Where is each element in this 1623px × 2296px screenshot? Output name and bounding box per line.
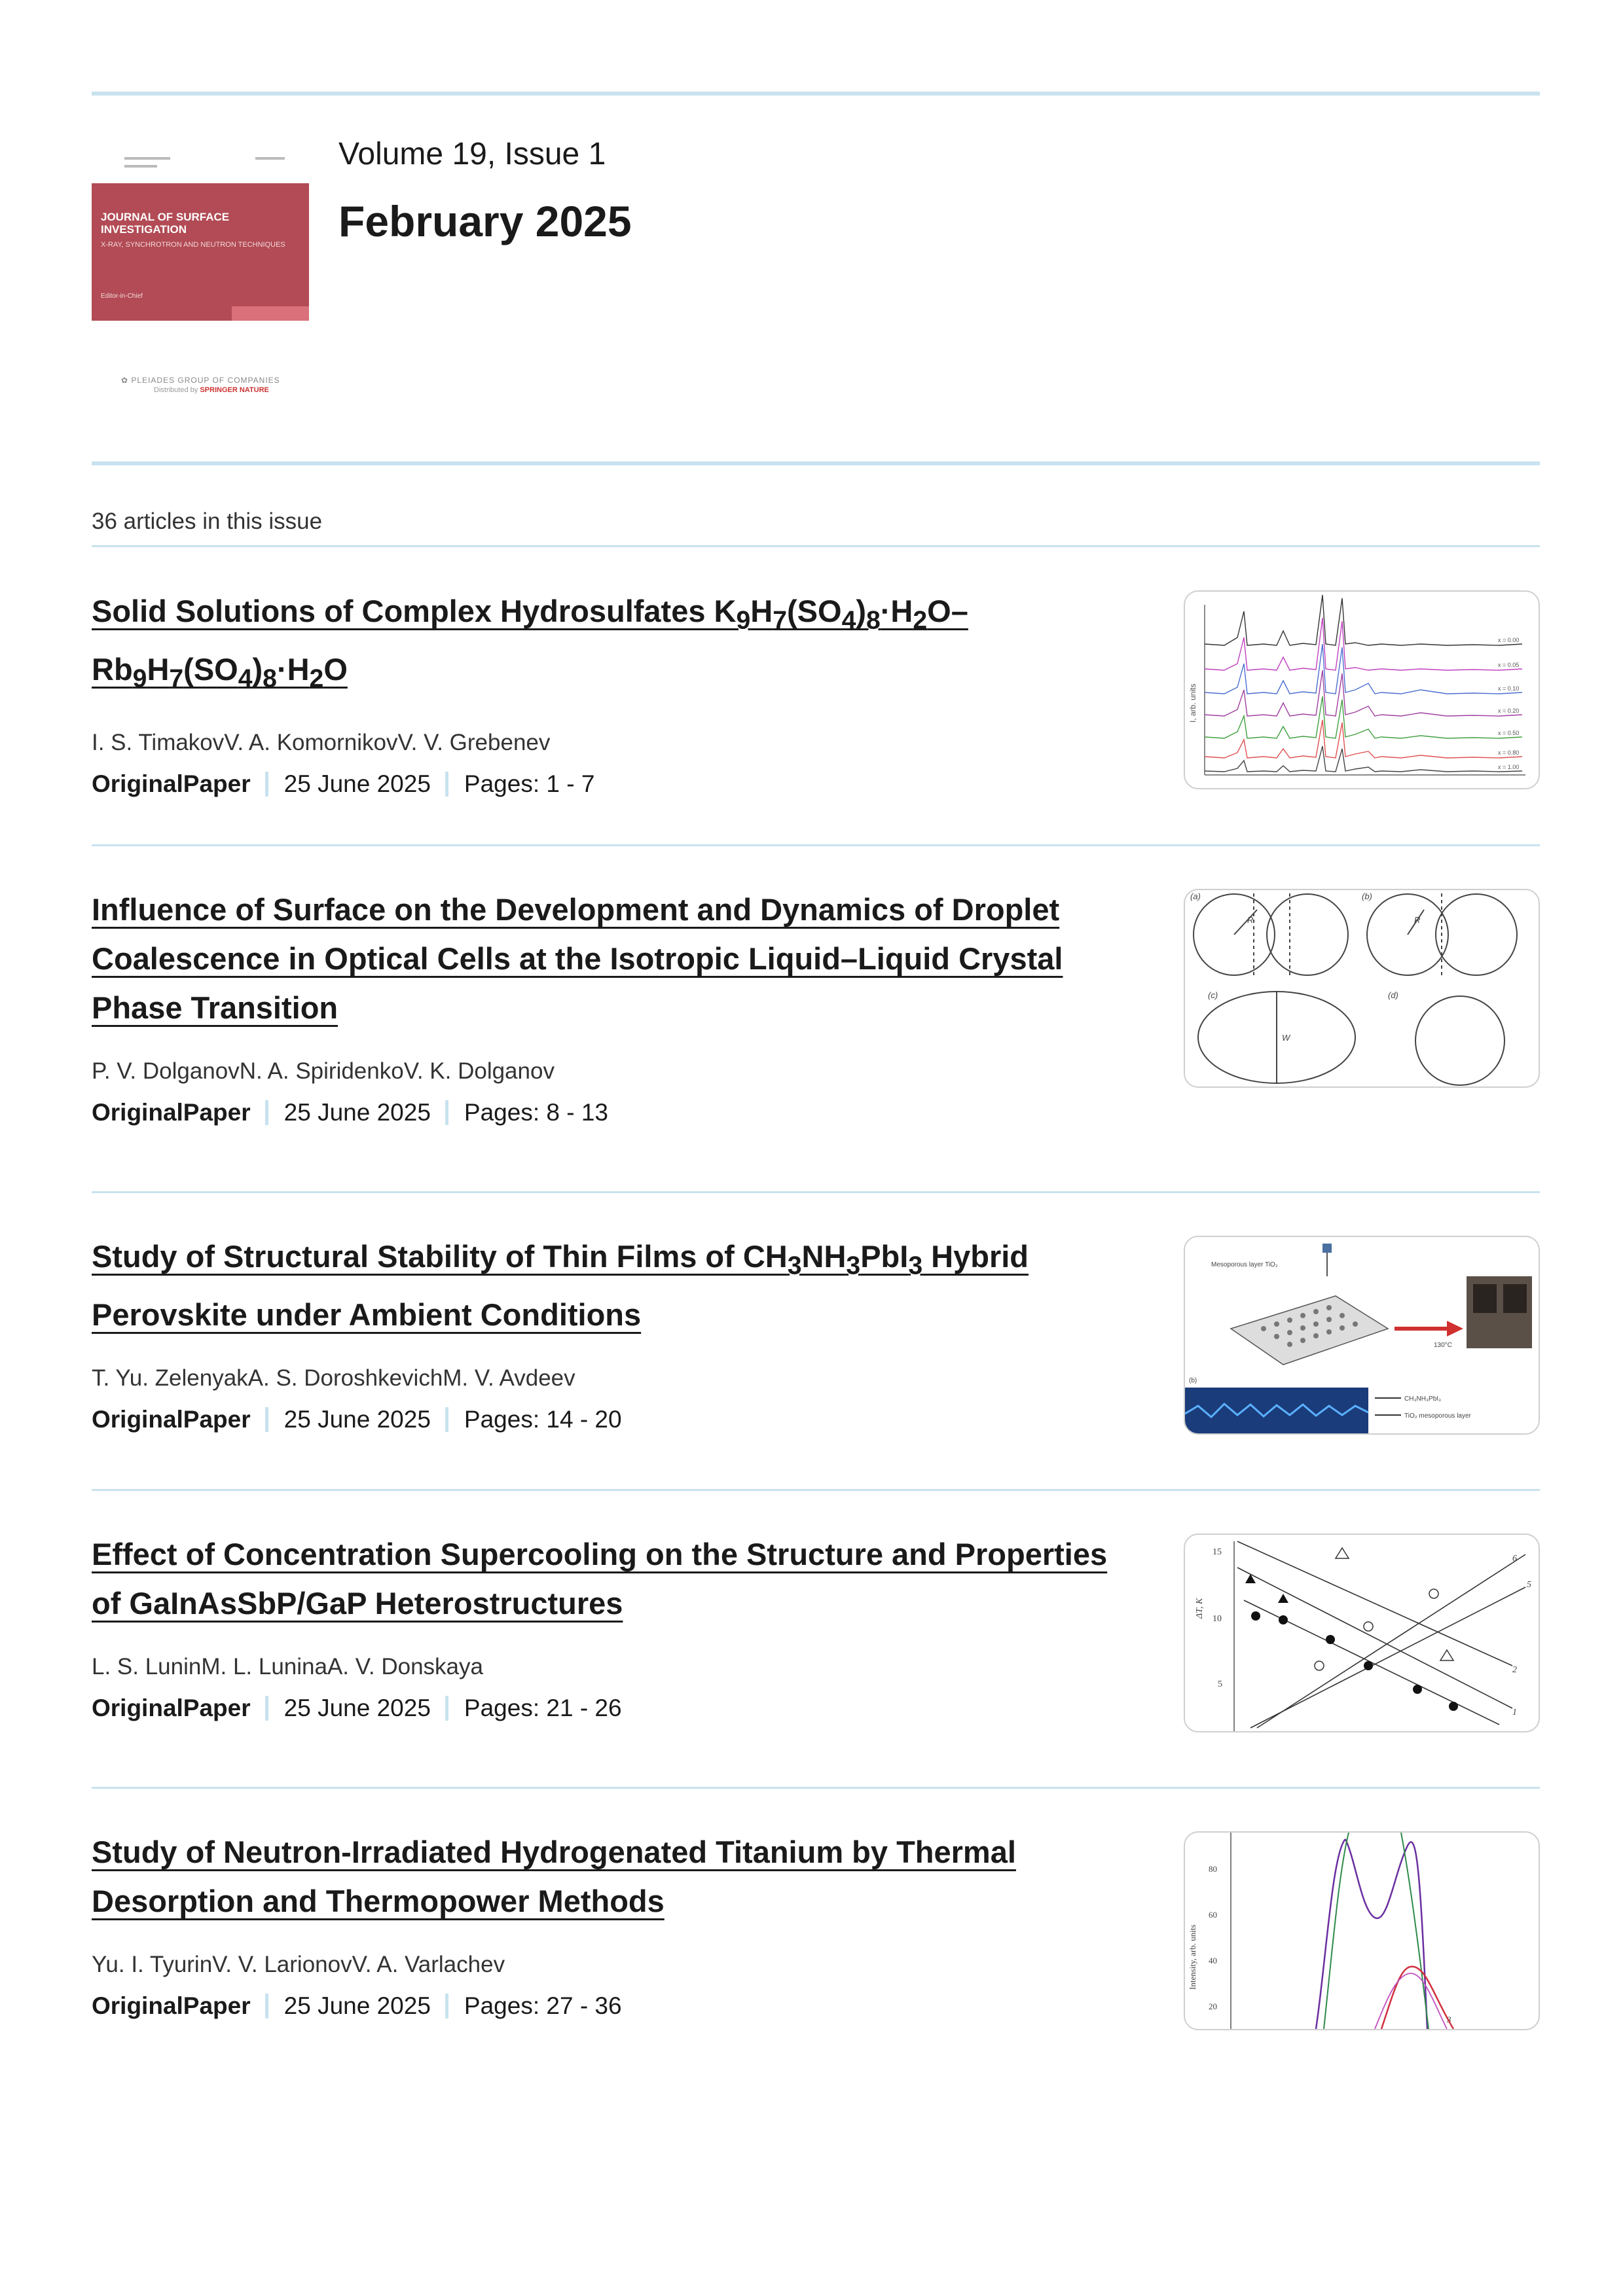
radius-label: R [1247,915,1254,925]
distributor-name: SPRINGER NATURE [200,386,269,394]
y-tick: 5 [1218,1679,1222,1689]
meta-separator [265,1994,268,2018]
curve-label: 6 [1512,1554,1517,1564]
publisher-name: PLEIADES GROUP OF COMPANIES [131,376,280,385]
meta-separator [445,1994,448,2018]
publisher-logo [121,376,291,402]
article-date: 25 June 2025 [283,1992,431,2019]
curve-label: x = 0.20 [1498,708,1520,714]
article-date: 25 June 2025 [283,1406,431,1433]
curve-label: 3 [1447,2015,1451,2024]
y-tick: 20 [1209,2001,1217,2011]
meta-separator [445,1100,448,1125]
article-pages: Pages: 1 - 7 [464,770,595,797]
curve-label: x = 0.05 [1498,662,1520,668]
article-authors: Yu. I. TyurinV. V. LarionovV. A. Varlachev [92,1952,505,1977]
article-title-link[interactable]: Solid Solutions of Complex Hydrosulfates $K_9H_7(SO_4)_8\cdot H_2O-Rb_9H_7(SO_4)_8\cdot H_2O$ [92,594,968,693]
layer-label: CH₃NH₃PbI₃ [1404,1395,1442,1403]
meta-separator [445,1407,448,1432]
issue-volume: Volume 19, Issue 1 [338,137,606,171]
distributor-prefix: Distributed by [154,386,198,394]
article-pages: Pages: 14 - 20 [464,1406,622,1433]
curve-label: x = 0.50 [1498,730,1520,736]
article-type: OriginalPaper [92,770,251,797]
curve-label: x = 1.00 [1498,764,1520,770]
count-rule [92,545,1540,547]
curve-label: x = 0.10 [1498,685,1520,692]
article-authors: I. S. TimakovV. A. KomornikovV. V. Grebenev [92,729,551,755]
publisher-mark-icon: ✿ [121,376,132,385]
cover-top-strip [92,143,309,183]
panel-label: (c) [1208,990,1218,1000]
supercooling-line-plot-icon [1185,1535,1539,1731]
temperature-label: 130°C [1434,1342,1452,1349]
meta-separator [265,1696,268,1721]
issue-date: February 2025 [338,197,632,245]
panel-label: (b) [1189,1377,1197,1384]
meta-separator [265,1100,268,1125]
article-thumbnail[interactable] [1184,590,1540,789]
article-date: 25 June 2025 [283,1695,431,1721]
y-tick: 40 [1209,1956,1217,1965]
y-tick: 60 [1209,1910,1217,1920]
article-date: 25 June 2025 [283,770,431,797]
article-divider [92,1191,1540,1193]
article-pages: Pages: 21 - 26 [464,1695,622,1721]
article-title-link[interactable]: Effect of Concentration Supercooling on the Structure and Properties of GaInAsSbP/GaP Heterostructures [92,1537,1108,1621]
article-divider [92,1787,1540,1789]
article-type: OriginalPaper [92,1695,251,1721]
article-title-link[interactable]: Influence of Surface on the Development and Dynamics of Droplet Coalescence in Optical Cells at the Isotropic Liquid–Liquid Crystal Phase Transition [92,892,1063,1025]
thermal-desorption-spectrum-icon [1185,1833,1539,2029]
article-authors: L. S. LuninM. L. LuninaA. V. Donskaya [92,1654,483,1679]
cover-title: JOURNAL OF SURFACE INVESTIGATION [101,211,230,236]
y-tick: 10 [1213,1614,1222,1624]
droplet-coalescence-diagram-icon [1185,890,1539,1086]
article-thumbnail[interactable] [1184,1831,1540,2030]
article-count: 36 articles in this issue [92,509,323,534]
article-type: OriginalPaper [92,1099,251,1126]
cover-subtitle: X-RAY, SYNCHROTRON AND NEUTRON TECHNIQUES [101,241,285,249]
header-bottom-rule [92,461,1540,465]
article-type: OriginalPaper [92,1992,251,2019]
panel-label: (d) [1388,990,1398,1000]
radius-label: R [1414,915,1421,925]
perovskite-film-schematic-icon [1185,1237,1539,1433]
width-label: W [1282,1033,1290,1043]
article-meta [92,1099,1540,1126]
meta-separator [445,1696,448,1721]
article-type: OriginalPaper [92,1406,251,1433]
article-authors: T. Yu. ZelenyakA. S. DoroshkevichM. V. Avdeev [92,1365,575,1391]
plot-ylabel: I, arb. units [1188,683,1197,723]
layer-label: Mesoporous layer TiO₂ [1211,1261,1278,1268]
curve-label: 5 [1527,1580,1531,1590]
article-thumbnail[interactable] [1184,1236,1540,1435]
journal-cover-image[interactable] [92,143,309,321]
article-title-link[interactable]: Study of Structural Stability of Thin Films of $CH_3NH_3PbI_3$ Hybrid Perovskite under Ambient Conditions [92,1239,1029,1333]
curve-label: x = 0.00 [1498,637,1520,643]
cover-footer: Editor-in-Chief [101,293,143,300]
article-thumbnail[interactable] [1184,1534,1540,1732]
article-date: 25 June 2025 [283,1099,431,1126]
curve-label: 2 [1512,1665,1517,1675]
cover-red-box [232,306,309,321]
y-tick: 80 [1209,1864,1217,1874]
panel-label: (a) [1190,891,1201,901]
article-authors: P. V. DolganovN. A. SpiridenkoV. K. Dolganov [92,1058,555,1084]
meta-separator [265,1407,268,1432]
y-axis-label: Intensity, arb. units [1188,1924,1197,1990]
y-tick: 15 [1213,1547,1222,1557]
xray-diffraction-plot-icon [1185,592,1539,788]
panel-label: (b) [1362,891,1372,901]
article-pages: Pages: 27 - 36 [464,1992,622,2019]
article-thumbnail[interactable] [1184,889,1540,1088]
curve-label: 1 [1512,1708,1517,1717]
curve-label: x = 0.80 [1498,749,1520,756]
article-divider [92,844,1540,846]
meta-separator [265,772,268,797]
header-top-rule [92,92,1540,96]
meta-separator [445,772,448,797]
article-title-link[interactable]: Study of Neutron-Irradiated Hydrogenated Titanium by Thermal Desorption and Thermopower Methods [92,1835,1016,1918]
article-pages: Pages: 8 - 13 [464,1099,608,1126]
layer-label: TiO₂ mesoporous layer [1404,1412,1471,1420]
y-axis-label: ΔT, K [1195,1598,1205,1619]
article-divider [92,1489,1540,1491]
